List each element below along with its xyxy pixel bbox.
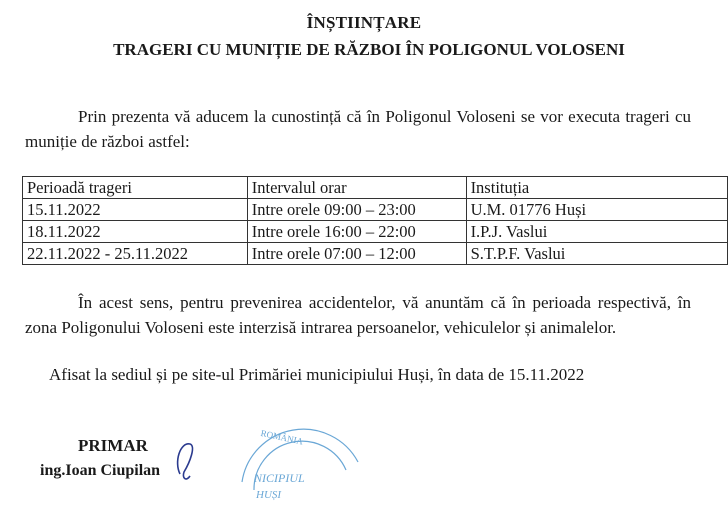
official-stamp	[230, 412, 370, 526]
cell-interval: Intre orele 07:00 – 12:00	[247, 243, 466, 265]
cell-institution: S.T.P.F. Vaslui	[466, 243, 727, 265]
header-cell-period: Perioadă trageri	[23, 177, 248, 199]
posting-line: Afisat la sediul și pe site-ul Primăriei municipiului Huși, în data de 15.11.2022	[49, 365, 585, 384]
table-row	[23, 199, 728, 221]
intro-paragraph	[25, 104, 691, 154]
cell-period: 15.11.2022	[23, 199, 248, 221]
header-cell-institution: Instituția	[466, 177, 727, 199]
table-header-row	[23, 177, 728, 199]
firing-schedule-table	[22, 176, 728, 265]
document-title: ÎNȘTIINȚARE	[306, 13, 422, 32]
signatory-name: ing.Ioan Ciupilan	[40, 462, 161, 479]
cell-institution: I.P.J. Vaslui	[466, 221, 727, 243]
table-row	[23, 243, 728, 265]
notice-text: În acest sens, pentru prevenirea accidentelor, vă anuntăm că în perioada respectivă, în zona Poligonului Voloseni este interzisă intrarea persoanelor, vehiculelor și animalelor.	[25, 293, 691, 337]
stamp-text-middle: NICIPIUL	[254, 471, 305, 485]
intro-text: Prin prezenta vă aducem la cunostință că în Poligonul Voloseni se vor executa trageri cu muniție de război astfel:	[25, 107, 691, 151]
cell-interval: Intre orele 16:00 – 22:00	[247, 221, 466, 243]
signatory-title: PRIMAR	[78, 436, 148, 455]
notice-paragraph	[25, 290, 691, 340]
cell-interval: Intre orele 09:00 – 23:00	[247, 199, 466, 221]
cell-institution: U.M. 01776 Huși	[466, 199, 727, 221]
stamp-text-top: ROMÂNIA	[259, 427, 304, 447]
table-row	[23, 221, 728, 243]
header-cell-interval: Intervalul orar	[247, 177, 466, 199]
stamp-text-bottom: HUȘI	[256, 489, 282, 501]
document-subtitle: TRAGERI CU MUNIȚIE DE RĂZBOI ÎN POLIGONUL VOLOSENI	[113, 40, 625, 59]
handwritten-signature	[170, 432, 210, 492]
cell-period: 18.11.2022	[23, 221, 248, 243]
cell-period: 22.11.2022 - 25.11.2022	[23, 243, 248, 265]
